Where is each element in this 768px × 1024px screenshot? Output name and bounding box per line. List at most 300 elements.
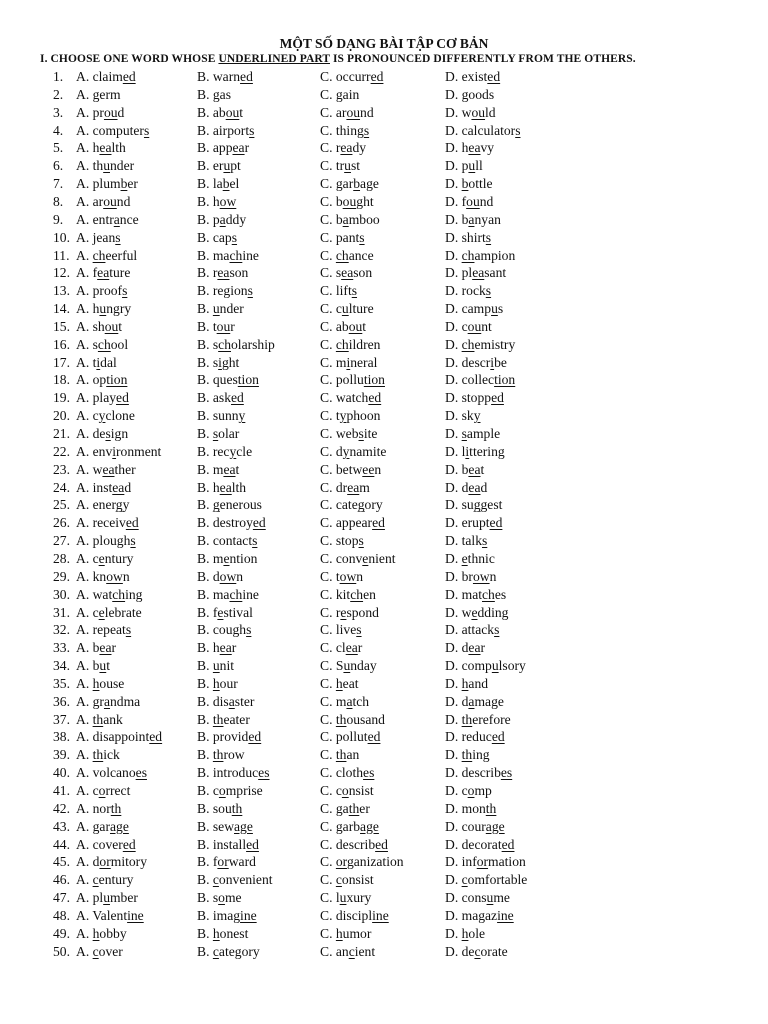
option-text: D. b bbox=[445, 461, 469, 477]
underlined-part: ea bbox=[217, 265, 230, 281]
question-row bbox=[0, 229, 768, 247]
option-text: A. entr bbox=[76, 211, 114, 227]
option-text: A. bbox=[76, 711, 93, 727]
option-text: C. l bbox=[320, 890, 340, 906]
option-d bbox=[445, 264, 506, 282]
underlined-part: u bbox=[103, 890, 110, 906]
question-number: 1. bbox=[53, 69, 64, 84]
option-text: A. h bbox=[76, 301, 100, 317]
option-text: C. bbox=[320, 747, 336, 763]
option-b bbox=[197, 282, 253, 300]
option-c bbox=[320, 818, 379, 836]
option-text: son bbox=[353, 265, 373, 281]
option-text: B. ma bbox=[197, 586, 230, 602]
option-text: eater bbox=[223, 711, 250, 727]
option-text: B. cough bbox=[197, 622, 247, 638]
option-text: D. bbox=[445, 86, 462, 102]
option-a bbox=[76, 247, 137, 265]
underlined-part: ed bbox=[491, 729, 505, 745]
question-number: 6. bbox=[53, 158, 64, 174]
underlined-part: u bbox=[486, 890, 494, 906]
option-text: B. r bbox=[197, 265, 218, 281]
option-text: A. d bbox=[76, 854, 100, 870]
option-d bbox=[445, 568, 496, 586]
question-number: 50. bbox=[53, 943, 70, 959]
option-c bbox=[320, 925, 371, 943]
option-d bbox=[445, 604, 508, 622]
underlined-part: s bbox=[461, 426, 467, 441]
question-number: 43. bbox=[53, 818, 70, 834]
option-a bbox=[76, 300, 131, 318]
option-c bbox=[320, 836, 388, 854]
option-text: D. d bbox=[445, 640, 469, 656]
underlined-part: ea bbox=[341, 265, 354, 281]
option-text: dy bbox=[352, 140, 367, 156]
option-a bbox=[76, 621, 131, 639]
question-number: 44. bbox=[53, 836, 70, 852]
option-b bbox=[197, 336, 275, 354]
underlined-part: ou bbox=[346, 104, 361, 120]
question-number: 41. bbox=[53, 783, 70, 798]
option-text: A. repeat bbox=[76, 622, 126, 638]
question-row bbox=[0, 354, 768, 372]
question-row bbox=[0, 711, 768, 729]
option-text: B. bbox=[197, 675, 213, 691]
option-text: D. rock bbox=[445, 283, 486, 299]
option-text: s bbox=[497, 301, 504, 317]
option-text: nd bbox=[479, 193, 494, 209]
option-text: ntion bbox=[229, 550, 258, 566]
option-d bbox=[445, 836, 514, 854]
option-b bbox=[197, 764, 270, 782]
option-b bbox=[197, 371, 259, 389]
underlined-part: s bbox=[143, 122, 150, 138]
question-row bbox=[0, 800, 768, 818]
underlined-part: th bbox=[231, 800, 243, 816]
option-d bbox=[445, 925, 485, 943]
option-text: as bbox=[219, 86, 231, 102]
underlined-part: y bbox=[339, 408, 347, 424]
option-text: B. la bbox=[197, 176, 223, 192]
option-text: er bbox=[359, 800, 370, 816]
option-text: D. bbox=[445, 675, 462, 691]
underlined-part: b bbox=[353, 176, 361, 192]
underlined-part: g bbox=[461, 86, 469, 102]
underlined-part: g bbox=[473, 497, 481, 513]
option-text: C. b bbox=[320, 193, 343, 209]
option-b bbox=[197, 514, 266, 532]
option-text: C. web bbox=[320, 426, 359, 441]
underlined-part: s bbox=[122, 283, 128, 299]
option-text: C. bbox=[320, 247, 336, 263]
underlined-part: th bbox=[335, 711, 347, 727]
option-text: ool bbox=[110, 336, 129, 352]
underlined-part: o bbox=[218, 890, 225, 906]
option-a bbox=[76, 461, 136, 479]
option-a bbox=[76, 104, 124, 122]
option-text: B. introduc bbox=[197, 765, 259, 781]
option-text: ouse bbox=[99, 675, 125, 691]
underlined-part: h bbox=[335, 675, 343, 691]
underlined-part: ch bbox=[218, 336, 231, 352]
option-a bbox=[76, 407, 135, 425]
option-d bbox=[445, 336, 515, 354]
option-b bbox=[197, 853, 256, 871]
option-a bbox=[76, 871, 133, 889]
question-row bbox=[0, 764, 768, 782]
option-c bbox=[320, 139, 366, 157]
option-text: D. d bbox=[445, 693, 469, 709]
underlined-part: ea bbox=[468, 461, 481, 477]
underlined-part: th bbox=[335, 747, 347, 763]
option-b bbox=[197, 479, 246, 497]
option-text: ster bbox=[234, 693, 255, 709]
underlined-part: ou bbox=[216, 318, 231, 334]
option-c bbox=[320, 800, 370, 818]
question-number: 17. bbox=[53, 354, 70, 370]
underlined-part: s bbox=[212, 426, 219, 441]
underlined-part: ea bbox=[99, 140, 112, 156]
option-text: t bbox=[118, 318, 123, 334]
option-text: gest bbox=[480, 497, 503, 513]
option-text: ign bbox=[110, 426, 129, 441]
underlined-part: y bbox=[342, 443, 350, 459]
question-row bbox=[0, 211, 768, 229]
option-text: ample bbox=[466, 426, 501, 441]
option-text: spond bbox=[346, 604, 379, 620]
option-text: st bbox=[350, 158, 361, 174]
question-number: 48. bbox=[53, 907, 70, 923]
option-c bbox=[320, 621, 362, 639]
option-text: B. bbox=[197, 711, 213, 727]
question-number: 28. bbox=[53, 550, 70, 566]
option-b bbox=[197, 104, 243, 122]
option-text: B. m bbox=[197, 461, 224, 477]
question-number: 2. bbox=[53, 86, 64, 102]
underlined-part: c bbox=[92, 943, 99, 959]
option-text: D. shirt bbox=[445, 229, 486, 245]
option-text: sant bbox=[484, 265, 507, 281]
option-text: xury bbox=[346, 890, 372, 906]
option-text: A. kn bbox=[76, 568, 107, 584]
underlined-part: ea bbox=[112, 479, 125, 495]
underlined-part: ea bbox=[97, 265, 110, 281]
option-c bbox=[320, 157, 360, 175]
option-c bbox=[320, 425, 377, 443]
underlined-part: c bbox=[474, 943, 481, 959]
option-a bbox=[76, 711, 123, 729]
option-text: ing bbox=[472, 747, 490, 763]
question-number: 32. bbox=[53, 622, 70, 638]
question-number: 45. bbox=[53, 854, 70, 870]
option-b bbox=[197, 675, 238, 693]
option-text: A. c bbox=[76, 408, 99, 424]
option-c bbox=[320, 247, 374, 265]
option-a bbox=[76, 122, 149, 140]
underlined-part: es bbox=[258, 765, 270, 781]
question-number: 24. bbox=[53, 479, 70, 495]
option-text: B. airport bbox=[197, 122, 250, 138]
underlined-part: b bbox=[120, 176, 128, 192]
question-row bbox=[0, 336, 768, 354]
option-text: D. camp bbox=[445, 301, 492, 317]
option-text: n bbox=[356, 568, 364, 584]
underlined-part: ea bbox=[219, 640, 232, 656]
option-text: oods bbox=[468, 86, 495, 102]
question-number: 30. bbox=[53, 586, 70, 602]
option-a bbox=[76, 193, 130, 211]
underlined-part: ed bbox=[372, 515, 385, 531]
underlined-part: ou bbox=[467, 318, 482, 334]
underlined-part: ed bbox=[487, 69, 501, 84]
option-d bbox=[445, 68, 500, 86]
underlined-part: th bbox=[92, 747, 104, 763]
option-text: A. env bbox=[76, 443, 113, 459]
underlined-part: ou bbox=[225, 104, 240, 120]
option-a bbox=[76, 764, 147, 782]
underlined-part: th bbox=[461, 711, 473, 727]
question-number: 7. bbox=[53, 176, 64, 192]
underlined-part: h bbox=[212, 925, 220, 941]
option-text: C. pollut bbox=[320, 729, 368, 745]
option-text: C. pant bbox=[320, 229, 360, 245]
option-d bbox=[445, 871, 527, 889]
underlined-part: h bbox=[92, 925, 100, 941]
option-text: dding bbox=[477, 604, 509, 620]
option-text: D. l bbox=[445, 443, 466, 459]
option-a bbox=[76, 782, 130, 800]
underlined-part: or bbox=[335, 854, 347, 870]
option-text: A. bbox=[76, 747, 93, 763]
option-d bbox=[445, 711, 511, 729]
question-row bbox=[0, 461, 768, 479]
underlined-part: a bbox=[346, 693, 353, 709]
option-text: ampion bbox=[474, 247, 516, 263]
underlined-part: ou bbox=[471, 104, 486, 120]
option-text: B. cap bbox=[197, 229, 232, 245]
underlined-part: ed bbox=[367, 729, 381, 745]
option-text: A. ar bbox=[76, 193, 104, 209]
underlined-part: ch bbox=[461, 247, 475, 263]
option-text: B. bbox=[197, 658, 213, 674]
option-c bbox=[320, 479, 370, 497]
underlined-part: u bbox=[341, 301, 349, 317]
option-c bbox=[320, 336, 380, 354]
option-text: B. h bbox=[197, 640, 220, 656]
option-b bbox=[197, 425, 239, 443]
option-b bbox=[197, 139, 249, 157]
option-d bbox=[445, 389, 504, 407]
option-text: erefore bbox=[472, 711, 511, 727]
option-a bbox=[76, 211, 139, 229]
underlined-part: tion bbox=[494, 372, 516, 388]
option-text: A. ener bbox=[76, 497, 116, 513]
underlined-part: tion bbox=[237, 372, 259, 388]
underlined-part: e bbox=[461, 550, 468, 566]
underlined-part: ed bbox=[246, 836, 259, 852]
option-b bbox=[197, 728, 261, 746]
underlined-part: s bbox=[485, 283, 492, 299]
option-d bbox=[445, 639, 485, 657]
question-row bbox=[0, 639, 768, 657]
option-text: A. gar bbox=[76, 818, 110, 834]
option-b bbox=[197, 300, 244, 318]
underlined-part: ea bbox=[345, 640, 358, 656]
option-text: C. describ bbox=[320, 836, 376, 852]
option-text: m bbox=[359, 479, 370, 495]
underlined-part: c bbox=[212, 872, 219, 888]
option-text: ture bbox=[109, 265, 131, 281]
option-text: D. bbox=[445, 336, 462, 352]
option-text: B. sou bbox=[197, 800, 232, 816]
option-text: lsory bbox=[498, 658, 526, 674]
underlined-part: th bbox=[110, 800, 122, 816]
option-text: C. d bbox=[320, 443, 343, 459]
option-d bbox=[445, 764, 512, 782]
underlined-part: th bbox=[485, 800, 497, 816]
option-c bbox=[320, 496, 383, 514]
underlined-part: s bbox=[351, 283, 358, 299]
underlined-part: ch bbox=[229, 586, 243, 602]
question-number: 4. bbox=[53, 122, 64, 138]
option-text: t bbox=[239, 104, 244, 120]
underlined-part: u bbox=[99, 658, 107, 674]
underlined-part: age bbox=[234, 818, 253, 834]
option-text: ine bbox=[242, 247, 259, 263]
option-text: ttering bbox=[469, 443, 505, 459]
underlined-part: c bbox=[335, 872, 342, 888]
option-text: C. bbox=[320, 872, 336, 888]
option-text: A. volcano bbox=[76, 765, 136, 781]
page-title: MỘT SỐ DẠNG BÀI TẬP CƠ BẢN bbox=[279, 36, 489, 51]
option-text: B. f bbox=[197, 604, 218, 620]
option-text: D. w bbox=[445, 104, 472, 120]
option-text: enerous bbox=[219, 497, 262, 513]
option-text: D. br bbox=[445, 568, 473, 584]
underlined-part: tion bbox=[106, 372, 128, 388]
option-text: C. r bbox=[320, 604, 341, 620]
question-number: 29. bbox=[53, 568, 70, 584]
underlined-part: ow bbox=[219, 568, 237, 584]
underlined-part: ch bbox=[112, 586, 126, 602]
underlined-part: g bbox=[357, 497, 365, 513]
underlined-part: a bbox=[113, 211, 120, 227]
option-text: D. cour bbox=[445, 818, 486, 834]
option-text: n bbox=[374, 461, 382, 477]
option-text: A. cover bbox=[76, 836, 123, 852]
option-d bbox=[445, 86, 494, 104]
option-b bbox=[197, 264, 248, 282]
option-text: eerful bbox=[105, 247, 138, 263]
underlined-part: age bbox=[109, 818, 129, 834]
question-number: 40. bbox=[53, 765, 70, 781]
underlined-part: u bbox=[491, 658, 499, 674]
option-c bbox=[320, 461, 381, 479]
question-row bbox=[0, 247, 768, 265]
option-text: D. stopp bbox=[445, 390, 492, 406]
option-text: ottle bbox=[468, 176, 493, 192]
option-a bbox=[76, 157, 134, 175]
underlined-part: o bbox=[341, 783, 349, 798]
option-b bbox=[197, 389, 244, 407]
underlined-part: ea bbox=[99, 640, 112, 656]
option-d bbox=[445, 746, 490, 764]
option-c bbox=[320, 407, 380, 425]
underlined-part: u bbox=[223, 158, 231, 174]
option-b bbox=[197, 871, 273, 889]
option-text: C. ga bbox=[320, 800, 349, 816]
option-d bbox=[445, 300, 503, 318]
option-text: D. su bbox=[445, 497, 474, 513]
underlined-part: ow bbox=[219, 193, 237, 209]
option-text: erm bbox=[99, 86, 121, 102]
option-c bbox=[320, 550, 396, 568]
option-text: ousand bbox=[346, 711, 385, 727]
underlined-part: ed bbox=[489, 515, 503, 531]
option-text: ine bbox=[242, 586, 259, 602]
option-text: nit bbox=[219, 658, 235, 674]
option-c bbox=[320, 122, 369, 140]
underlined-part: u bbox=[212, 301, 220, 317]
option-d bbox=[445, 175, 493, 193]
option-text: C. bbox=[320, 86, 336, 102]
underlined-part: th bbox=[92, 711, 104, 727]
option-d bbox=[445, 800, 496, 818]
option-text: rrect bbox=[105, 783, 131, 798]
option-text: B. contact bbox=[197, 533, 253, 549]
option-text: r bbox=[230, 318, 235, 334]
option-text: D. b bbox=[445, 211, 469, 227]
option-b bbox=[197, 925, 248, 943]
option-b bbox=[197, 175, 239, 193]
option-text: C. cloth bbox=[320, 765, 364, 781]
underlined-part: s bbox=[125, 622, 132, 638]
underlined-part: ea bbox=[472, 265, 485, 281]
question-row bbox=[0, 443, 768, 461]
underlined-part: ow bbox=[106, 568, 123, 584]
option-text: B. app bbox=[197, 140, 233, 156]
option-c bbox=[320, 318, 366, 336]
question-number: 33. bbox=[53, 640, 70, 656]
option-c bbox=[320, 443, 386, 461]
option-text: B. ask bbox=[197, 390, 231, 406]
underlined-part: c bbox=[92, 872, 99, 888]
underlined-part: ou bbox=[103, 193, 117, 209]
underlined-part: s bbox=[252, 533, 258, 549]
option-text: C. garb bbox=[320, 818, 361, 834]
option-c bbox=[320, 871, 374, 889]
option-a bbox=[76, 514, 139, 532]
option-b bbox=[197, 550, 257, 568]
option-text: A. b bbox=[76, 658, 100, 674]
option-text: me bbox=[493, 890, 510, 906]
option-text: A. c bbox=[76, 783, 99, 798]
option-text: D. de bbox=[445, 943, 475, 959]
option-a bbox=[76, 943, 123, 961]
option-c bbox=[320, 675, 359, 693]
option-d bbox=[445, 282, 491, 300]
option-text: age bbox=[360, 176, 379, 192]
option-d bbox=[445, 550, 495, 568]
option-text: B. c bbox=[197, 783, 219, 798]
option-text: B. provid bbox=[197, 729, 249, 745]
option-text: A. w bbox=[76, 461, 103, 477]
option-text: ndma bbox=[110, 693, 141, 709]
option-text: n bbox=[489, 568, 497, 584]
question-row bbox=[0, 389, 768, 407]
option-b bbox=[197, 889, 242, 907]
underlined-part: c bbox=[461, 872, 468, 888]
